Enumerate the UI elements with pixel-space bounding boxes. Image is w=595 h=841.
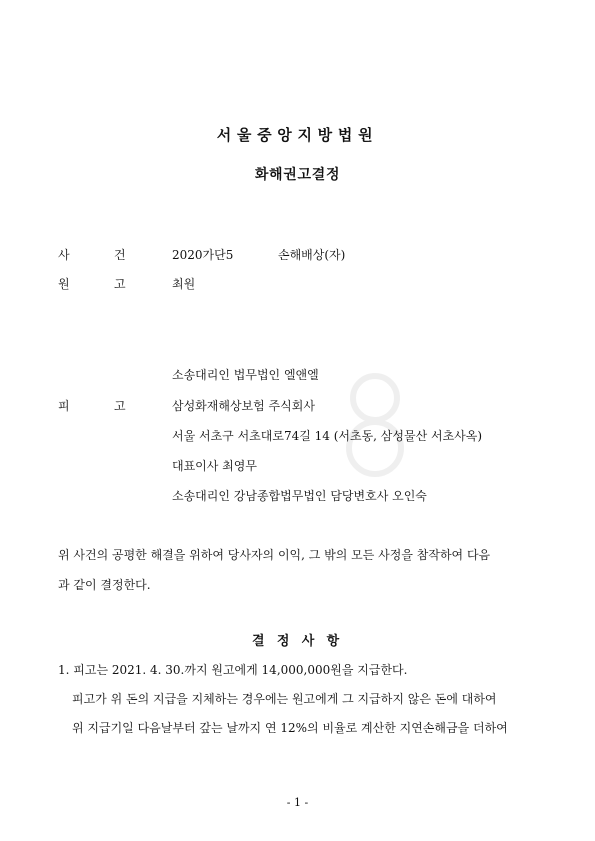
- defendant-name: 삼성화재해상보험 주식회사: [172, 399, 315, 413]
- defendant-attorney: 소송대리인 강남종합법무법인 담당변호사 오인숙: [172, 489, 427, 503]
- decision-item-1-cont-2: 위 지급기일 다음날부터 갚는 날까지 연 12%의 비율로 계산한 지연손해금을 더하여: [72, 721, 508, 735]
- case-name: 손해배상(자): [278, 248, 346, 262]
- court-watermark: [330, 368, 420, 478]
- case-number: 2020가단5: [172, 248, 234, 262]
- intro-line-1: 위 사건의 공평한 해결을 위하여 당사자의 이익, 그 밖의 모든 사정을 참작하여 다음: [58, 548, 491, 562]
- page-number: - 1 -: [286, 796, 309, 809]
- decision-item-1-cont-1: 피고가 위 돈의 지급을 지체하는 경우에는 원고에게 그 지급하지 않은 돈에 대하여: [72, 692, 497, 706]
- court-name: 서울중앙지방법원: [216, 126, 379, 144]
- plaintiff-label-2: 고: [114, 277, 126, 291]
- decision-item-1: 1. 피고는 2021. 4. 30.까지 원고에게 14,000,000원을 지급한다.: [58, 663, 408, 677]
- document-title: 화해권고결정: [254, 167, 341, 183]
- defendant-address: 서울 서초구 서초대로74길 14 (서초동, 삼성물산 서초사옥): [172, 429, 483, 443]
- defendant-label-1: 피: [58, 399, 70, 413]
- defendant-label-2: 고: [114, 399, 126, 413]
- plaintiff-label-1: 원: [58, 277, 70, 291]
- defendant-representative: 대표이사 최영무: [172, 459, 257, 473]
- plaintiff-attorney: 소송대리인 법무법인 엘앤엘: [172, 368, 319, 382]
- case-label-2: 건: [114, 248, 126, 262]
- decision-heading: 결 정 사 항: [251, 634, 344, 649]
- intro-line-2: 과 같이 결정한다.: [58, 578, 151, 592]
- plaintiff-name: 최원: [172, 277, 196, 291]
- case-label-1: 사: [58, 248, 70, 262]
